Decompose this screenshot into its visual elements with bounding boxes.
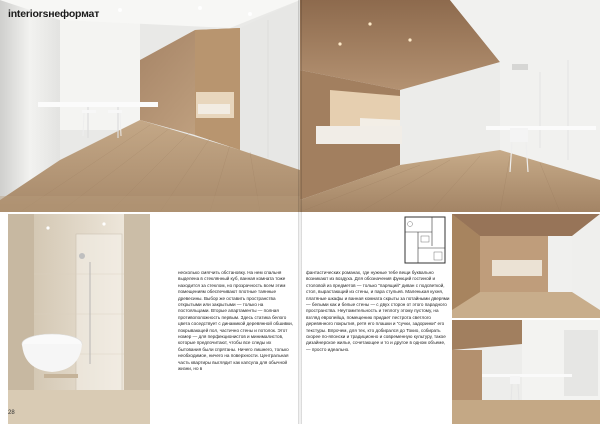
floor-plan <box>404 216 446 264</box>
photo-living-room-left <box>0 0 300 212</box>
article-text-left: несколько смягчить обстановку. На нем спальня выделена в стеклянный куб, ванная комната тоже находится за стеклом, но прозрачность всем этим помещениям обеспечивают плотные таянные древесины. Выбор же оставить пространства открытыми или закрытыми — только на постояльцами. Вторые апартаменты — полная противоположность первым. Здесь статика белого цвета соседствует с динамикой деревянной обшивки, покрывающей пол, частично стены и потолок. Этот номер — для перфекционистов и минималистов, которые предпочитают, чтобы все следы их бытования были спрятаны. Ничего лишнего, только необходимое, ничего на поверхности. Центральная часть квартиры выглядит как капсула для обычной жизни, но в <box>178 270 293 372</box>
magazine-logo: interiorsнеформат <box>8 8 100 20</box>
photo-bathroom <box>8 214 150 424</box>
photo-living-room-right <box>300 0 600 212</box>
interior-photo-icon <box>452 214 600 318</box>
floor-plan-drawing-icon <box>404 216 446 264</box>
interior-photo-icon <box>8 214 150 424</box>
photo-wood-lounge <box>452 214 600 318</box>
article-text-right: фантастических романах, где нужные тебе вещи буквально возникают из воздуха. Для обозначения функций гостиной и столовой из предметов — только "парящий" диван с подсветкой, стол, вырастающий из стены, и пара стульев. Маленькая кухня, платяные шкафы и ванная комната скрыты за потайными дверями — белыми как и белые стены — с двух сторон от этого парадного пространства. Неутомительность и теплоту этому пустому, на взгляд европейца, помещению придает пестрота светлого деревянного покрытия, ретя его плашки и "сучки, задоринки" его текстуры. Впрочем, для тех, кто добирался до Токио, собирать скорее по-японски и традиционно и современную культуру, такое дизайнерское жилье, сочетающее и то и другое в одном объеме, — просто идеально. <box>306 270 450 352</box>
spine-gutter <box>298 0 302 424</box>
right-page <box>300 0 600 424</box>
photo-dining <box>452 320 600 424</box>
interior-photo-icon <box>0 0 300 212</box>
page-number: 28 <box>8 410 15 416</box>
interior-photo-icon <box>300 0 600 212</box>
interior-photo-icon <box>452 320 600 424</box>
